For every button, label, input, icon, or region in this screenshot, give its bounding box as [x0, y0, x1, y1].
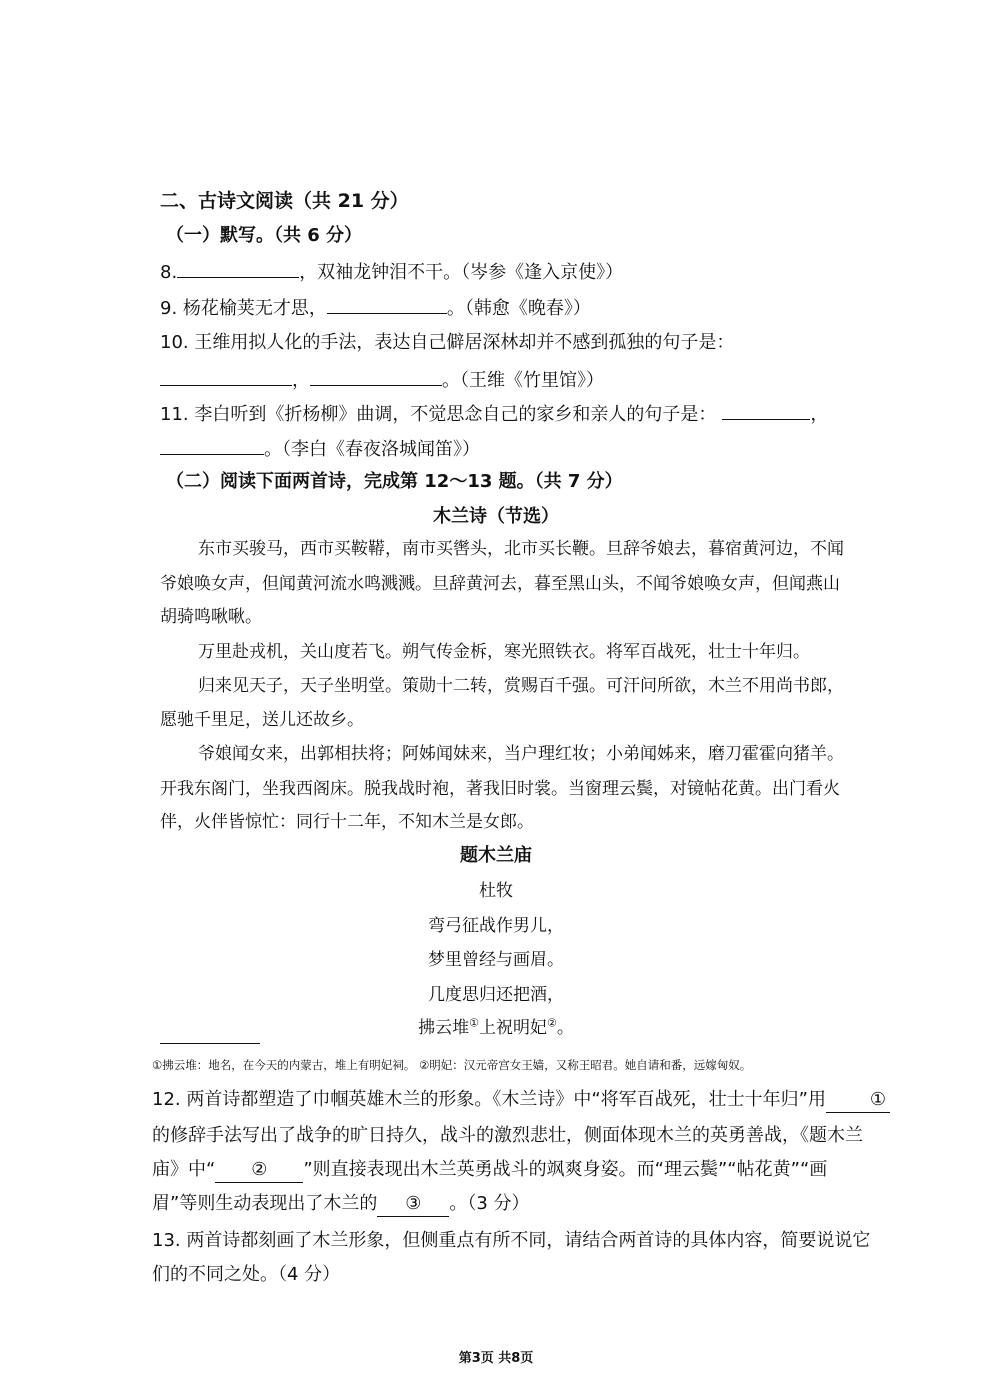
poem2-line: 几度思归还把酒， — [428, 985, 564, 1005]
q12-line3a: 庙》中“ — [152, 1159, 216, 1180]
question-12 — [152, 1088, 890, 1113]
poem2-line — [0, 1016, 992, 1040]
footnote-ref-2: ② — [547, 1016, 557, 1030]
poem2-last-c: 。 — [556, 1018, 574, 1038]
question-9 — [160, 295, 591, 321]
q12-blank-1[interactable] — [826, 1088, 890, 1113]
q11-blank-1[interactable] — [722, 401, 810, 420]
poem2-title: 题木兰庙 — [460, 845, 532, 866]
poem1-line: 归来见天子，天子坐明堂。策勋十二转，赏赐百千强。可汗问所欲，木兰不用尚书郎， — [198, 676, 844, 696]
q10-blank-2[interactable] — [310, 367, 442, 386]
q12-line1: 12. 两首诗都塑造了巾帼英雄木兰的形象。《木兰诗》中“将军百战死，壮士十年归”用 — [152, 1089, 826, 1110]
q12-line3b: ”则直接表现出木兰英勇战斗的飒爽身姿。而“理云鬓”“帖花黄”“画 — [303, 1159, 828, 1180]
question-11-answer-line — [160, 436, 480, 462]
q12-mark-3: ③ — [405, 1193, 422, 1214]
poem1-line: 爷娘闻女来，出郭相扶将；阿姊闻妹来，当户理红妆；小弟闻姊来，磨刀霍霍向猪羊。 — [198, 744, 844, 764]
question-11 — [160, 401, 828, 427]
poem1-title: 木兰诗（节选） — [433, 506, 559, 527]
q8-blank[interactable] — [177, 259, 299, 278]
section-title: 二、古诗文阅读（共 21 分） — [160, 190, 409, 212]
q8-text: ，双袖龙钟泪不干。（岑参《逢入京使》） — [299, 262, 624, 283]
question-10-answer-line — [160, 367, 604, 393]
poem2-line: 弯弓征战作男儿， — [428, 916, 564, 936]
q9-tail: 。（韩愈《晚春》） — [446, 298, 591, 319]
q11-blank-2[interactable] — [160, 436, 264, 455]
q12-line4a: 眉”等则生动表现出了木兰的 — [152, 1193, 378, 1214]
q12-blank-2[interactable] — [215, 1158, 303, 1183]
poem2-line: 梦里曾经与画眉。 — [428, 950, 564, 970]
poem2-author: 杜牧 — [479, 881, 513, 901]
question-12-line2: 的修辞手法写出了战争的旷日持久，战斗的激烈悲壮，侧面体现木兰的英勇善战，《题木兰 — [152, 1125, 863, 1146]
question-8 — [160, 259, 623, 285]
question-10: 10. 王维用拟人化的手法，表达自己僻居深林却并不感到孤独的句子是： — [160, 332, 735, 353]
q12-line4b: 。（3 分） — [449, 1193, 530, 1214]
q9-text: 9. 杨花榆荚无才思， — [160, 298, 327, 319]
q10-blank-1[interactable] — [160, 367, 292, 386]
q10-comma: ， — [292, 370, 310, 391]
q11-comma: ， — [810, 404, 829, 425]
part2-heading: （二）阅读下面两首诗，完成第 12～13 题。（共 7 分） — [166, 471, 623, 492]
poem1-line: 万里赴戎机，关山度若飞。朔气传金柝，寒光照铁衣。将军百战死，壮士十年归。 — [198, 642, 810, 662]
question-12-line4 — [152, 1192, 530, 1217]
poem1-line: 胡骑鸣啾啾。 — [160, 607, 262, 627]
poem2-last-b: 上祝明妃 — [479, 1018, 547, 1038]
q9-blank[interactable] — [327, 295, 447, 314]
question-13: 13. 两首诗都刻画了木兰形象，但侧重点有所不同，请结合两首诗的具体内容，简要说说它 — [152, 1230, 871, 1251]
q12-mark-2: ② — [251, 1159, 268, 1180]
footnote: ①拂云堆：地名，在今天的内蒙古，堆上有明妃祠。 ②明妃：汉元帝宫女王嫱，又称王昭君。她自请和番，远嫁匈奴。 — [152, 1058, 752, 1072]
q11-tail: 。（李白《春夜洛城闻笛》） — [264, 439, 480, 460]
question-13-line2: 们的不同之处。（4 分） — [152, 1264, 341, 1285]
poem1-line: 东市买骏马，西市买鞍鞯，南市买辔头，北市买长鞭。旦辞爷娘去，暮宿黄河边，不闻 — [198, 539, 844, 559]
page-number: 第3页 共8页 — [458, 1351, 534, 1366]
footnote-divider — [160, 1043, 260, 1044]
footnote-ref-1: ① — [469, 1016, 479, 1030]
q11-text: 11. 李白听到《折杨柳》曲调，不觉思念自己的家乡和亲人的句子是： — [160, 404, 717, 425]
poem1-line: 开我东阁门，坐我西阁床。脱我战时袍，著我旧时裳。当窗理云鬓，对镜帖花黄。出门看火 — [160, 779, 840, 799]
question-12-line3 — [152, 1158, 827, 1183]
q10-tail: 。（王维《竹里馆》） — [442, 370, 604, 391]
poem1-line: 愿驰千里足，送儿还故乡。 — [160, 710, 364, 730]
poem1-line: 伴，火伴皆惊忙：同行十二年，不知木兰是女郎。 — [160, 812, 534, 832]
q12-mark-1: ① — [869, 1089, 886, 1110]
q8-number: 8. — [160, 262, 178, 283]
q12-blank-3[interactable] — [377, 1192, 449, 1217]
part1-heading: （一）默写。（共 6 分） — [166, 225, 363, 246]
poem2-last-a: 拂云堆 — [418, 1018, 470, 1038]
poem1-line: 爷娘唤女声，但闻黄河流水鸣溅溅。旦辞黄河去，暮至黑山头，不闻爷娘唤女声，但闻燕山 — [160, 574, 840, 594]
